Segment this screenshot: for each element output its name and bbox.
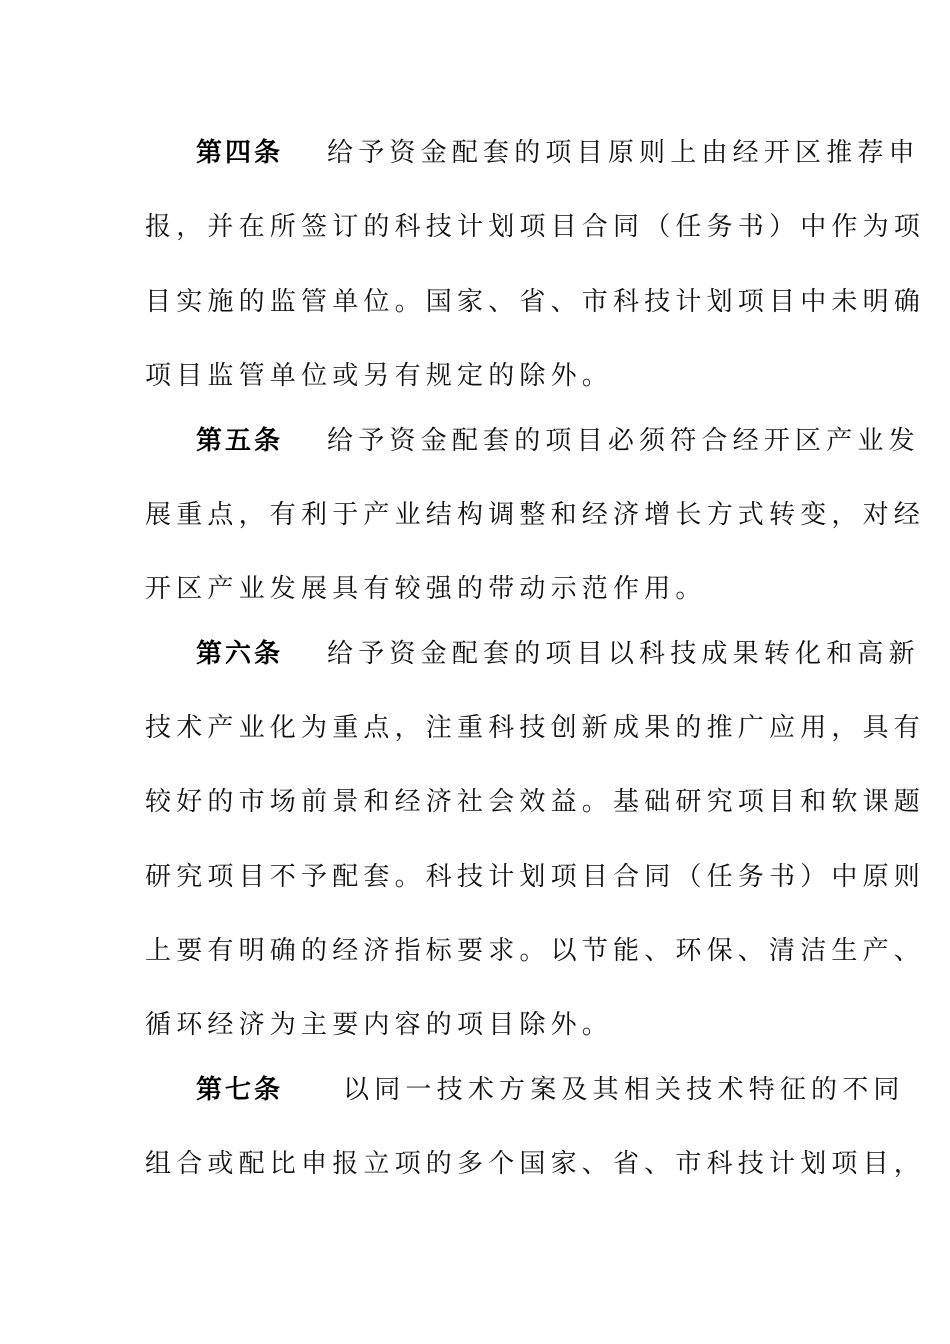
article-6-text: 给予资金配套的项目以科技成果转化和高新 — [327, 639, 920, 669]
article-7-number: 第七条 — [196, 1075, 284, 1105]
article-4-line-4: 项目监管单位或另有规定的除外。 — [145, 361, 614, 391]
article-6-line-2: 技术产业化为重点，注重科技创新成果的推广应用，具有 — [145, 713, 926, 743]
article-5-number: 第五条 — [196, 426, 284, 456]
article-6-line-4: 研究项目不予配套。科技计划项目合同（任务书）中原则 — [145, 862, 926, 892]
article-6-line-3: 较好的市场前景和经济社会效益。基础研究项目和软课题 — [145, 787, 926, 817]
article-6-line-5: 上要有明确的经济指标要求。以节能、环保、清洁生产、 — [145, 936, 926, 966]
article-4-line-2: 报，并在所签订的科技计划项目合同（任务书）中作为项 — [145, 212, 926, 242]
article-4-line-1 — [196, 133, 920, 173]
article-6-number: 第六条 — [196, 639, 284, 669]
article-7-line-1 — [196, 1070, 905, 1110]
article-4-line-3: 目实施的监管单位。国家、省、市科技计划项目中未明确 — [145, 287, 926, 317]
article-5-text: 给予资金配套的项目必须符合经开区产业发 — [327, 426, 920, 456]
article-4-number: 第四条 — [196, 138, 284, 168]
article-7-line-2: 组合或配比申报立项的多个国家、省、市科技计划项目， — [145, 1149, 926, 1179]
article-5-line-3: 开区产业发展具有较强的带动示范作用。 — [145, 574, 707, 604]
article-6-line-6: 循环经济为主要内容的项目除外。 — [145, 1010, 614, 1040]
article-7-text: 以同一技术方案及其相关技术特征的不同 — [343, 1075, 905, 1105]
article-4-text: 给予资金配套的项目原则上由经开区推荐申 — [327, 138, 920, 168]
article-6-line-1 — [196, 634, 920, 674]
article-5-line-2: 展重点，有利于产业结构调整和经济增长方式转变，对经 — [145, 500, 926, 530]
article-5-line-1 — [196, 421, 920, 461]
